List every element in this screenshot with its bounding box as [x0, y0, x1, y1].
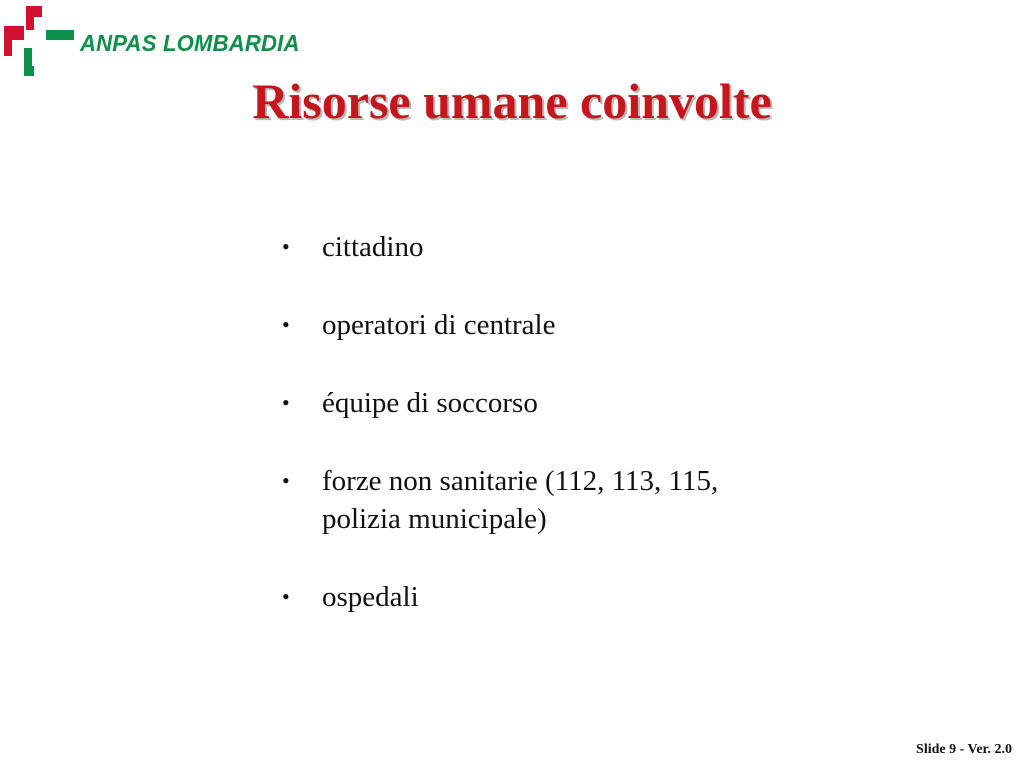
- slide-footer: Slide 9 - Ver. 2.0: [916, 742, 1012, 757]
- bullet-icon: •: [282, 234, 290, 259]
- bullet-text: équipe di soccorso: [322, 387, 538, 419]
- list-item: [282, 578, 712, 616]
- anpas-logo: [0, 0, 330, 80]
- bullet-icon: •: [282, 312, 290, 337]
- bullet-icon: •: [282, 584, 290, 609]
- bullet-icon: •: [282, 390, 290, 415]
- bullet-text: cittadino: [322, 231, 424, 263]
- list-item: [282, 306, 712, 344]
- slide-title: Risorse umane coinvolte: [252, 73, 772, 129]
- anpas-cross-icon: [0, 0, 80, 80]
- bullet-text: ospedali: [322, 581, 419, 613]
- bullet-icon: •: [282, 468, 290, 493]
- list-item: [282, 228, 712, 266]
- bullet-list: [282, 228, 719, 616]
- list-item: [282, 462, 722, 538]
- bullet-text: forze non sanitarie (112, 113, 115, polizia municipale): [322, 465, 719, 535]
- logo-text: ANPAS LOMBARDIA: [80, 30, 300, 56]
- list-item: [282, 384, 712, 422]
- bullet-text: operatori di centrale: [322, 309, 556, 341]
